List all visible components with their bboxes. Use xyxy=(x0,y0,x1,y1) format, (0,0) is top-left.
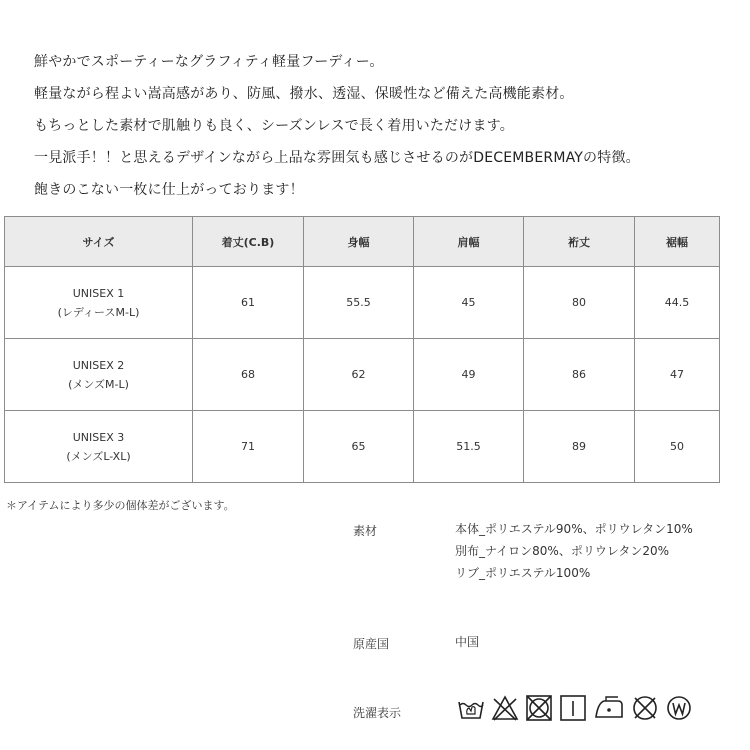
table-cell: 50 xyxy=(635,411,720,483)
origin-value: 中国 xyxy=(455,635,480,649)
table-cell: 62 xyxy=(304,339,414,411)
do-not-bleach-icon xyxy=(490,693,520,723)
size-fit: (レディースM-L) xyxy=(57,305,140,319)
wet-clean-icon xyxy=(664,693,694,723)
size-cell xyxy=(5,339,193,411)
material-label: 素材 xyxy=(353,524,378,538)
size-cell xyxy=(5,267,193,339)
header-length: 着丈(C.B) xyxy=(193,217,304,267)
description-line: 軽量ながら程よい嵩高感があり、防風、撥水、透湿、保暖性など備えた高機能素材。 xyxy=(34,86,574,102)
care-symbols xyxy=(456,693,694,723)
header-chest: 身幅 xyxy=(304,217,414,267)
table-cell: 68 xyxy=(193,339,304,411)
description-line: 飽きのこない一枚に仕上がっております！ xyxy=(34,182,304,198)
table-cell: 65 xyxy=(304,411,414,483)
table-cell: 45 xyxy=(414,267,524,339)
do-not-tumble-dry-icon xyxy=(524,693,554,723)
size-fit: (メンズM-L) xyxy=(68,377,129,391)
table-cell: 44.5 xyxy=(635,267,720,339)
description-line: 一見派手！！と思えるデザインながら上品な雰囲気も感じさせるのがDECEMBERMAYの特徴。 xyxy=(34,150,640,166)
table-cell: 55.5 xyxy=(304,267,414,339)
product-description xyxy=(34,46,734,206)
material-line: 本体_ポリエステル90%、ポリウレタン10% xyxy=(455,522,693,536)
header-shoulder: 肩幅 xyxy=(414,217,524,267)
table-row xyxy=(5,411,720,483)
header-size: サイズ xyxy=(5,217,193,267)
size-cell xyxy=(5,411,193,483)
size-name: UNISEX 3 xyxy=(72,430,125,444)
iron-low-icon xyxy=(592,693,626,723)
individual-difference-note: ＊アイテムにより多少の個体差がございます。 xyxy=(6,499,235,512)
size-name: UNISEX 2 xyxy=(72,358,125,372)
description-line: 鮮やかでスポーティーなグラフィティ軽量フーディー。 xyxy=(34,54,384,70)
description-line: もちっとした素材で肌触りも良く、シーズンレスで長く着用いただけます。 xyxy=(34,118,514,134)
table-cell: 49 xyxy=(414,339,524,411)
material-values xyxy=(455,518,693,584)
table-cell: 80 xyxy=(524,267,635,339)
table-row xyxy=(5,339,720,411)
table-cell: 86 xyxy=(524,339,635,411)
care-label: 洗濯表示 xyxy=(353,706,402,720)
size-fit: (メンズL-XL) xyxy=(66,449,131,463)
header-sleeve: 裄丈 xyxy=(524,217,635,267)
table-cell: 61 xyxy=(193,267,304,339)
table-cell: 89 xyxy=(524,411,635,483)
material-line: リブ_ポリエステル100% xyxy=(455,566,591,580)
table-cell: 47 xyxy=(635,339,720,411)
hand-wash-icon xyxy=(456,693,486,723)
material-line: 別布_ナイロン80%、ポリウレタン20% xyxy=(455,544,670,558)
size-table xyxy=(4,216,720,483)
do-not-dry-clean-icon xyxy=(630,693,660,723)
table-cell: 51.5 xyxy=(414,411,524,483)
size-table-header-row xyxy=(5,217,720,267)
table-cell: 71 xyxy=(193,411,304,483)
size-name: UNISEX 1 xyxy=(72,286,125,300)
header-hem: 裾幅 xyxy=(635,217,720,267)
line-dry-icon xyxy=(558,693,588,723)
origin-label: 原産国 xyxy=(353,637,390,651)
table-row xyxy=(5,267,720,339)
